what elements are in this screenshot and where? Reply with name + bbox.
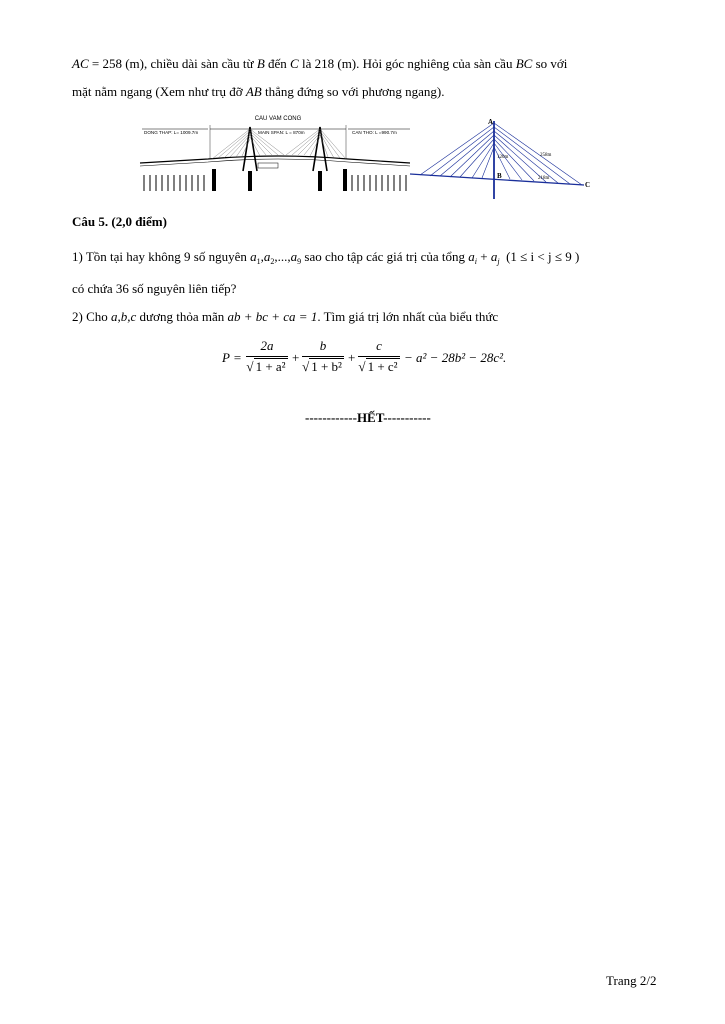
ellipsis: ,...,	[274, 249, 291, 264]
var-ab: AB	[245, 84, 262, 99]
fraction-3	[358, 338, 400, 375]
bridge-title: CAU VAM CONG	[254, 116, 302, 122]
text: thẳng đứng so với phương ngang).	[261, 84, 445, 99]
radicand: 1 + c²	[367, 359, 398, 374]
fraction-bar	[302, 356, 344, 357]
problem5-part1-line2: có chứa 36 số nguyên liên tiếp?	[72, 281, 237, 296]
numerator: c	[376, 338, 382, 353]
denominator: √ 1 + a²	[246, 359, 286, 374]
main-span-label: MAIN SPAN: L = 870m	[258, 130, 305, 135]
problem5-heading: Câu 5. (2,0 điểm)	[72, 214, 167, 229]
fraction-bar	[358, 356, 400, 357]
problem4-line1	[72, 56, 567, 72]
plus: +	[292, 350, 300, 365]
var-a: a	[290, 249, 298, 264]
plus: +	[477, 249, 491, 264]
point-c-label: C	[585, 181, 591, 189]
index-condition: (1 ≤ i < j ≤ 9 )	[506, 249, 580, 264]
denominator: √ 1 + b²	[302, 359, 342, 374]
length-bc-label: 218m	[538, 176, 550, 181]
text: 1) Tồn tại hay không 9 số nguyên	[72, 249, 251, 264]
subscript: j	[497, 257, 500, 266]
subscript: i	[474, 257, 478, 266]
radicand: 1 + b²	[311, 359, 342, 374]
constraint: ab + bc + ca = 1	[227, 309, 318, 324]
numerator: b	[319, 338, 327, 353]
triangle-diagram	[410, 118, 590, 199]
text: dương thỏa mãn	[136, 309, 228, 324]
text: là	[298, 56, 315, 71]
text: (m). Hỏi góc nghiêng của sàn cầu	[334, 56, 516, 71]
var-a: a	[468, 249, 475, 264]
text: đến	[264, 56, 291, 71]
text: so với	[532, 56, 568, 71]
subscript: 2	[270, 257, 275, 266]
var-a: a	[263, 249, 271, 264]
problem5-part1: 1) Tồn tại hay không 9 số nguyên $a_1,a_2,...,a_9$ sao cho tập các giá trị của tổng $a_i + a_j$ (1 ≤ i < j ≤ 9 )	[72, 249, 580, 266]
point-a-label: A	[488, 118, 494, 126]
var-a: a	[490, 249, 498, 264]
numerator: 2a	[260, 338, 274, 353]
page-number: Trang 2/2	[606, 973, 657, 988]
formula-tail: − a² − 28b² − 28c².	[404, 350, 507, 365]
length-value: 218	[314, 56, 335, 71]
end-marker: ------------HẾT-----------	[305, 410, 431, 425]
var-bc: BC	[515, 56, 533, 71]
denominator: √ 1 + c²	[358, 359, 398, 374]
radicand: 1 + a²	[255, 359, 286, 374]
fraction-bar	[246, 356, 288, 357]
formula-lhs: P =	[222, 350, 242, 365]
text: . Tìm giá trị lớn nhất của biểu thức	[317, 309, 499, 324]
right-span-label: CAN THO: L =990.7m	[352, 130, 397, 135]
bridge-figure	[138, 113, 598, 203]
text: (m), chiều dài sàn cầu từ	[125, 56, 257, 71]
length-ab-label: 120m	[497, 155, 509, 160]
problem5-part2	[72, 309, 498, 325]
var-c: C	[290, 56, 299, 71]
var-a: a	[250, 249, 257, 264]
var-ac: AC	[72, 56, 89, 71]
fraction-1	[246, 338, 288, 375]
subscript: 1	[256, 257, 261, 266]
text: sao cho tập các giá trị của tổng	[301, 249, 469, 264]
text: 2) Cho	[72, 309, 111, 324]
var-b: B	[256, 56, 265, 71]
bridge-elevation	[140, 116, 410, 191]
ac-value: = 258	[88, 56, 126, 71]
left-span-label: DONG THAP: L= 1009.7m	[144, 130, 199, 135]
problem4-line2	[72, 84, 445, 100]
length-ac-label: 258m	[540, 153, 552, 158]
subscript: 9	[297, 257, 302, 266]
point-b-label: B	[497, 172, 502, 180]
plus: +	[348, 350, 356, 365]
vars: a,b,c	[111, 309, 137, 324]
fraction-2	[302, 338, 344, 375]
text: mặt nằm ngang (Xem như trụ đỡ	[72, 84, 246, 99]
